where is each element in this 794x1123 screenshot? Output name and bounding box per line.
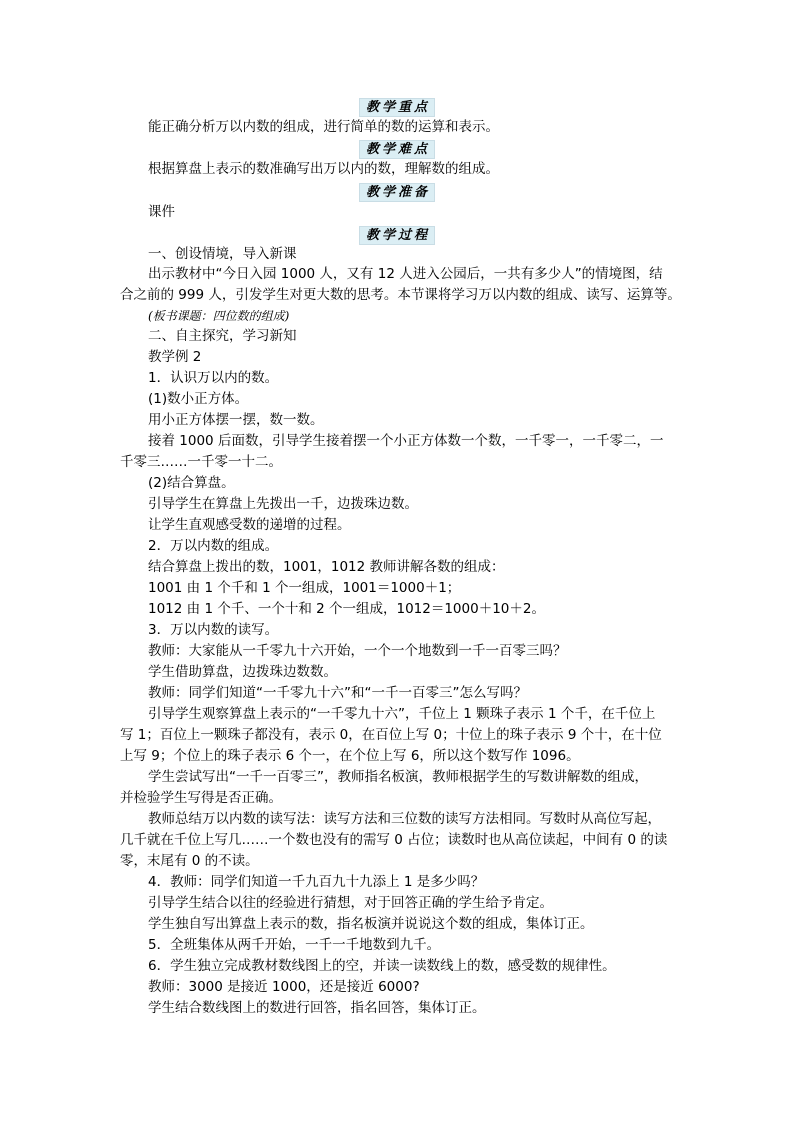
text-line: 2．万以内数的组成。 [148,538,279,554]
heading-preparation [0,181,794,202]
text-line: 出示教材中“今日入园 1000 人，又有 12 人进入公园后，一共有多少人”的情境图，结 [148,266,663,282]
heading-key-points-label: 教学重点 [359,98,435,117]
text-line: 用小正方体摆一摆，数一数。 [148,412,324,428]
text-line: 引导学生观察算盘上表示的“一千零九十六”，千位上 1 颗珠子表示 1 个千，在千位上 [148,706,656,722]
text-line: 学生借助算盘，边拨珠边数数。 [148,664,337,680]
text-line: 上写 9；个位上的珠子表示 6 个一，在个位上写 6，所以这个数写作 1096。 [120,748,580,764]
text-line: 接着 1000 后面数，引导学生接着摆一个小正方体数一个数，一千零一，一千零二，一 [148,433,664,449]
text-line: (1)数小正方体。 [148,391,249,407]
heading-process [0,224,794,245]
heading-preparation-label: 教学准备 [359,183,435,202]
text-line: 1001 由 1 个千和 1 个一组成，1001＝1000＋1； [148,580,461,596]
text-line: 写 1；百位上一颗珠子都没有，表示 0，在百位上写 0；十位上的珠子表示 9 个十，在十位 [120,727,662,743]
text-line: 让学生直观感受数的递增的过程。 [148,517,351,533]
text-line: 教师：同学们知道“一千零九十六”和“一千一百零三”怎么写吗？ [148,685,527,701]
key-points-text: 能正确分析万以内数的组成，进行简单的数的运算和表示。 [148,119,499,135]
text-line: 结合算盘上拨出的数，1001，1012 教师讲解各数的组成： [148,559,505,575]
text-line: 1．认识万以内的数。 [148,370,279,386]
preparation-text: 课件 [148,204,175,220]
heading-difficulty [0,138,794,159]
heading-difficulty-label: 教学难点 [359,140,435,159]
text-line: 教师总结万以内数的读写法：读写方法和三位数的读写方法相同。写数时从高位写起， [148,811,661,827]
text-line: 引导学生结合以往的经验进行猜想，对于回答正确的学生给予肯定。 [148,895,553,911]
text-line: 教师：大家能从一千零九十六开始，一个一个地数到一千一百零三吗？ [148,643,567,659]
text-line: 一、创设情境，导入新课 [148,246,297,262]
text-line: 6．学生独立完成教材数线图上的空，并读一读数线上的数，感受数的规律性。 [148,958,616,974]
text-line: 二、自主探究，学习新知 [148,328,297,344]
text-line: 并检验学生写得是否正确。 [120,790,282,806]
text-line: 4．教师：同学们知道一千九百九十九添上 1 是多少吗？ [148,874,485,890]
text-line: 零，末尾有 0 的不读。 [120,853,259,869]
heading-process-label: 教学过程 [359,226,435,245]
text-line: 几千就在千位上写几……一个数也没有的需写 0 占位；读数时也从高位读起，中间有 0 的读 [120,832,668,848]
text-line: 3．万以内数的读写。 [148,622,279,638]
text-line: (2)结合算盘。 [148,475,235,491]
text-line: 学生独自写出算盘上表示的数，指名板演并说说这个数的组成，集体订正。 [148,916,594,932]
heading-key-points [0,96,794,117]
text-line: 学生尝试写出“一千一百零三”，教师指名板演，教师根据学生的写数讲解数的组成， [148,769,648,785]
text-line: 千零三……一千零一十二。 [120,454,282,470]
text-line: 1012 由 1 个千、一个十和 2 个一组成，1012＝1000＋10＋2。 [148,601,545,617]
board-note: (板书课题：四位数的组成) [148,309,290,323]
text-line: 学生结合数线图上的数进行回答，指名回答，集体订正。 [148,1000,486,1016]
text-line: 教学例 2 [148,349,202,365]
difficulty-text: 根据算盘上表示的数准确写出万以内的数，理解数的组成。 [148,161,499,177]
text-line: 引导学生在算盘上先拨出一千，边拨珠边数。 [148,496,418,512]
text-line: 合之前的 999 人，引发学生对更大数的思考。本节课将学习万以内数的组成、读写、运算等。 [120,287,681,303]
text-line: 教师：3000 是接近 1000，还是接近 6000? [148,979,420,995]
text-line: 5．全班集体从两千开始，一千一千地数到九千。 [148,937,441,953]
